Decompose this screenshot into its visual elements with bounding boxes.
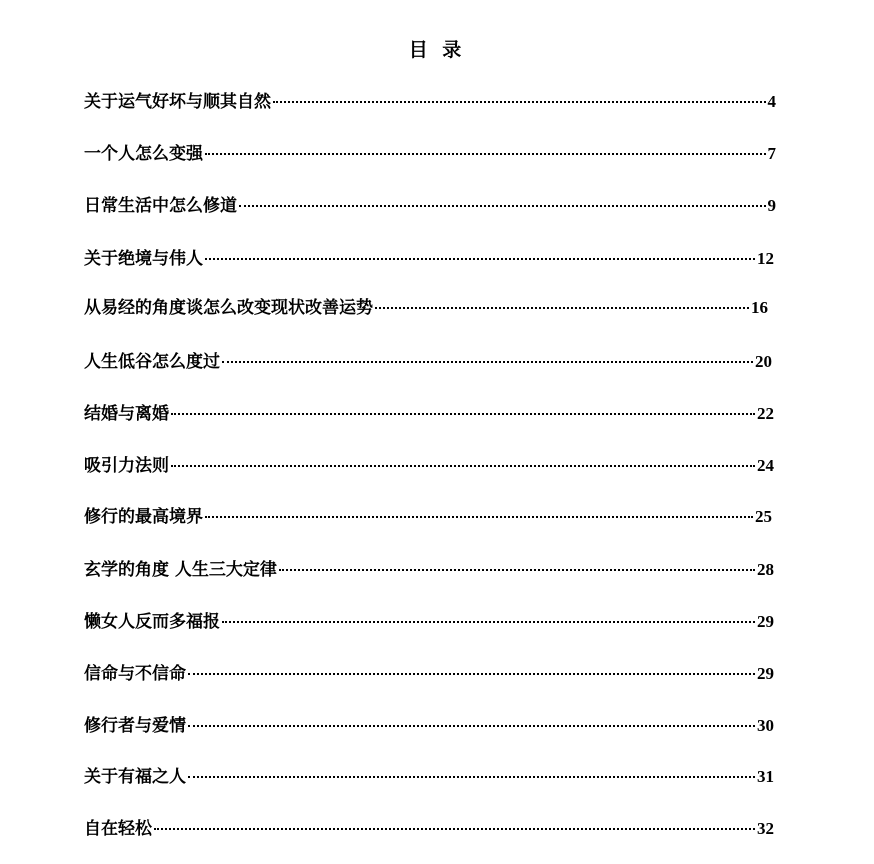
toc-entry-page: 28: [757, 560, 774, 579]
toc-entry[interactable]: [84, 350, 772, 374]
toc-entry-page: 29: [757, 664, 774, 683]
toc-entry-title: 从易经的角度谈怎么改变现状改善运势: [84, 298, 373, 318]
dot-leader: [188, 725, 755, 727]
toc-entry[interactable]: [84, 505, 772, 529]
dot-leader: [188, 673, 755, 675]
toc-entry-page: 4: [767, 92, 776, 111]
toc-entry[interactable]: [84, 247, 774, 271]
toc-entry[interactable]: [84, 662, 774, 686]
toc-entry[interactable]: [84, 142, 776, 166]
dot-leader: [205, 153, 766, 155]
toc-entry-title: 关于有福之人: [84, 767, 186, 787]
dot-leader: [279, 569, 755, 571]
toc-entry-title: 关于运气好坏与顺其自然: [84, 92, 271, 112]
toc-entry-title: 懒女人反而多福报: [84, 612, 220, 632]
dot-leader: [205, 258, 755, 260]
toc-entry-title: 修行者与爱情: [84, 716, 186, 736]
toc-entry[interactable]: [84, 402, 774, 426]
toc-entry-title: 自在轻松: [84, 819, 152, 839]
toc-entry[interactable]: [84, 90, 776, 114]
toc-entry-title: 关于绝境与伟人: [84, 249, 203, 269]
toc-entry[interactable]: [84, 765, 774, 789]
dot-leader: [205, 516, 753, 518]
toc-entry-page: 31: [757, 767, 774, 786]
toc-entry-title: 修行的最高境界: [84, 507, 203, 527]
toc-entry[interactable]: [84, 817, 774, 841]
dot-leader: [188, 776, 755, 778]
dot-leader: [222, 361, 753, 363]
dot-leader: [154, 828, 755, 830]
toc-entry-page: 25: [755, 507, 772, 526]
toc-entry-page: 7: [767, 144, 776, 163]
toc-title: 目 录: [408, 39, 466, 61]
toc-entry-page: 16: [751, 298, 768, 317]
toc-entry-page: 20: [755, 352, 772, 371]
toc-entry-title: 日常生活中怎么修道: [84, 196, 237, 216]
toc-entry-page: 30: [757, 716, 774, 735]
dot-leader: [273, 101, 766, 103]
toc-entry-title: 信命与不信命: [84, 664, 186, 684]
toc-entry-title: 玄学的角度 人生三大定律: [84, 560, 277, 580]
toc-entry[interactable]: [84, 296, 768, 320]
toc-entry[interactable]: [84, 714, 774, 738]
toc-entry-title: 一个人怎么变强: [84, 144, 203, 164]
toc-entry[interactable]: [84, 454, 774, 478]
toc-entry-page: 9: [767, 196, 776, 215]
toc-entry-page: 12: [757, 249, 774, 268]
toc-entry[interactable]: [84, 610, 774, 634]
toc-entry[interactable]: [84, 558, 774, 582]
dot-leader: [239, 205, 766, 207]
toc-entry-page: 29: [757, 612, 774, 631]
toc-entry-title: 结婚与离婚: [84, 404, 169, 424]
toc-entry-page: 32: [757, 819, 774, 838]
dot-leader: [222, 621, 755, 623]
toc-entry-title: 人生低谷怎么度过: [84, 352, 220, 372]
toc-entry-title: 吸引力法则: [84, 456, 169, 476]
toc-entry-page: 22: [757, 404, 774, 423]
toc-entry[interactable]: [84, 194, 776, 218]
dot-leader: [375, 307, 749, 309]
dot-leader: [171, 465, 755, 467]
toc-entry-page: 24: [757, 456, 774, 475]
dot-leader: [171, 413, 755, 415]
